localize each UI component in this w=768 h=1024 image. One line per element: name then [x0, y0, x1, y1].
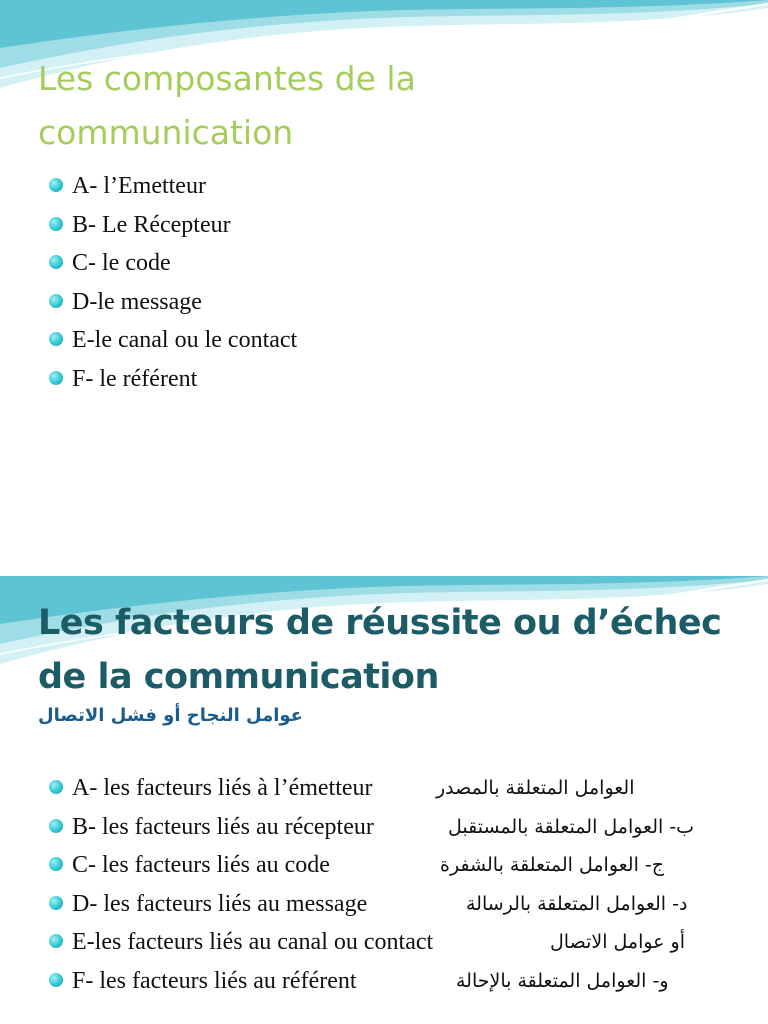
round-bullet-icon	[49, 780, 63, 794]
round-bullet-icon	[49, 217, 63, 231]
item-text: E-le canal ou le contact	[72, 327, 298, 354]
arabic-subtitle: عوامل النجاح أو فشل الاتصال	[38, 705, 303, 726]
item-text: B- Le Récepteur	[72, 211, 231, 238]
list-item	[48, 207, 297, 246]
round-bullet-icon	[49, 934, 63, 948]
title-line-1: Les composantes de la	[38, 59, 416, 98]
list-item	[48, 847, 665, 886]
list-item	[48, 168, 297, 207]
item-text: F- le référent	[72, 365, 198, 392]
slide-facteurs	[0, 576, 768, 1024]
round-bullet-icon	[49, 255, 63, 269]
round-bullet-icon	[49, 294, 63, 308]
slide-title	[38, 596, 763, 704]
item-text-ar: أو عوامل الاتصال	[550, 931, 686, 954]
list-item	[48, 924, 686, 963]
item-text-fr: F- les facteurs liés au référent	[72, 967, 357, 994]
item-text-ar: ب- العوامل المتعلقة بالمستقبل	[448, 815, 695, 838]
item-text-ar: العوامل المتعلقة بالمصدر	[436, 777, 635, 799]
item-text-ar: د- العوامل المتعلقة بالرسالة	[466, 892, 688, 915]
round-bullet-icon	[49, 332, 63, 346]
list-item	[48, 963, 669, 1002]
factor-list	[48, 770, 695, 1002]
round-bullet-icon	[49, 371, 63, 385]
item-text-fr: B- les facteurs liés au récepteur	[72, 813, 374, 840]
item-text: A- l’Emetteur	[72, 173, 206, 199]
item-text: C- le code	[72, 250, 171, 277]
slide-title	[38, 52, 738, 160]
round-bullet-icon	[49, 178, 63, 192]
round-bullet-icon	[49, 973, 63, 987]
round-bullet-icon	[49, 857, 63, 871]
item-text-fr: E-les facteurs liés au canal ou contact	[72, 929, 434, 956]
item-text-fr: D- les facteurs liés au message	[72, 890, 368, 917]
title-line-1: Les facteurs de réussite ou d’échec	[38, 603, 722, 643]
component-list	[48, 168, 297, 400]
item-text: D-le message	[72, 288, 202, 315]
item-text-fr: A- les facteurs liés à l’émetteur	[72, 775, 373, 801]
list-item	[48, 886, 688, 925]
list-item	[48, 322, 297, 361]
list-item	[48, 284, 297, 323]
title-line-2: communication	[38, 113, 294, 152]
round-bullet-icon	[49, 819, 63, 833]
list-item	[48, 809, 695, 848]
round-bullet-icon	[49, 896, 63, 910]
list-item	[48, 770, 635, 809]
item-text-ar: و- العوامل المتعلقة بالإحالة	[456, 969, 669, 992]
item-text-ar: ج- العوامل المتعلقة بالشفرة	[440, 854, 665, 877]
item-text-fr: C- les facteurs liés au code	[72, 852, 330, 879]
title-line-2: de la communication	[38, 657, 439, 697]
list-item	[48, 245, 297, 284]
list-item	[48, 361, 297, 400]
